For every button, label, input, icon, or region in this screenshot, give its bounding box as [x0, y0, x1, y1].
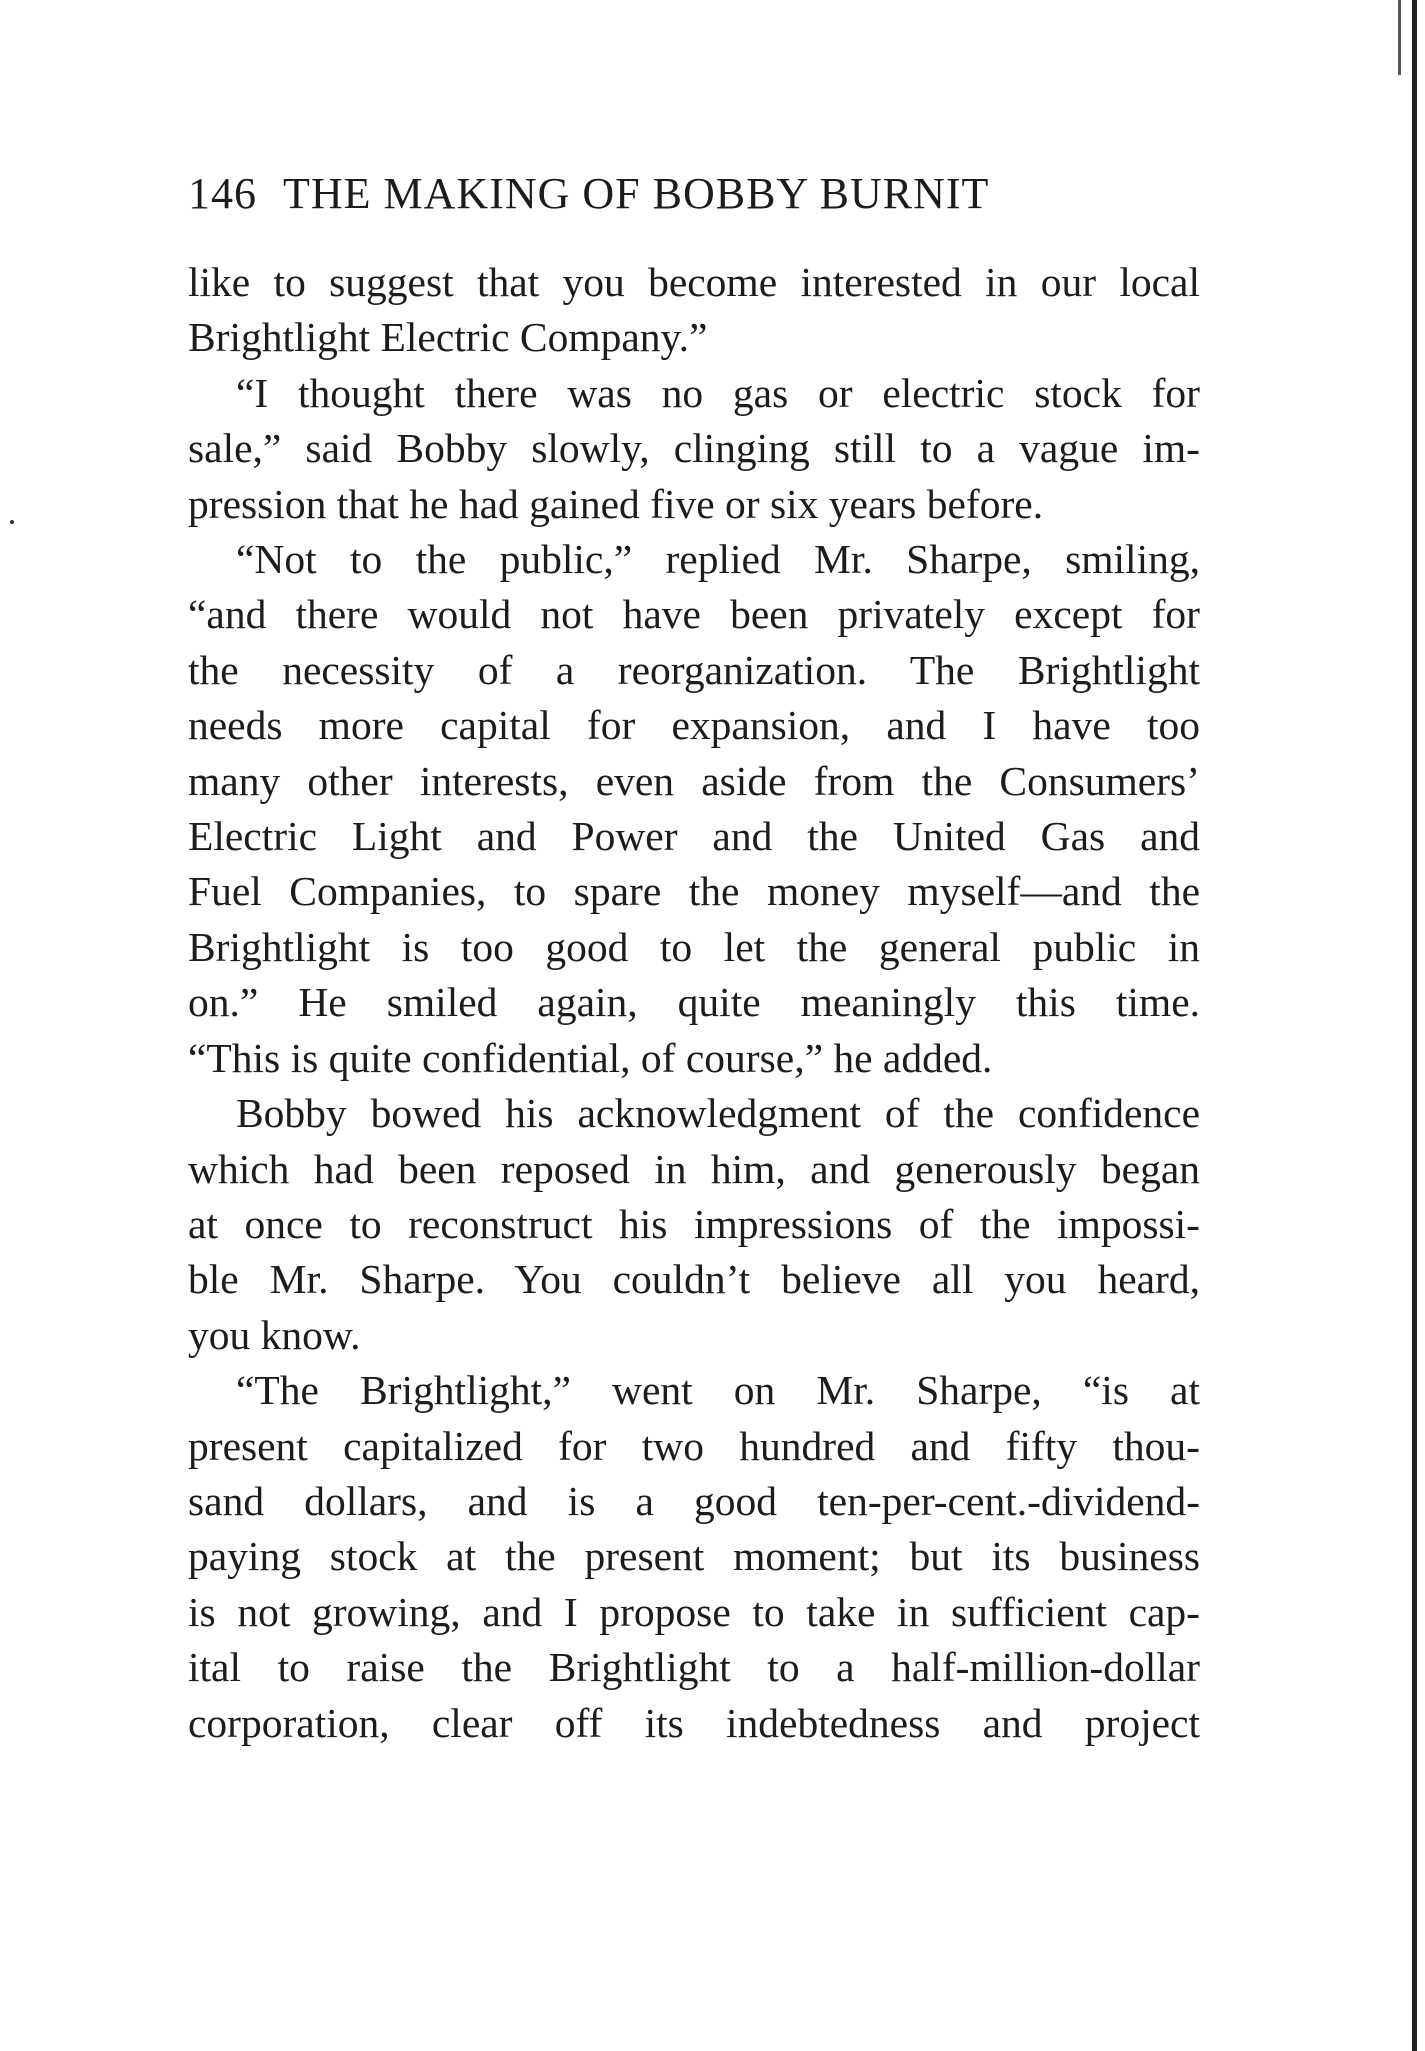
text-line: many other interests, even aside from the Consumers’	[188, 757, 1200, 804]
speck	[10, 520, 14, 524]
text-line: present capitalized for two hundred and fifty thou-	[188, 1422, 1200, 1469]
text-line: ble Mr. Sharpe. You couldn’t believe all you heard,	[188, 1256, 1200, 1303]
body-text	[188, 255, 1200, 1751]
text-line: like to suggest that you become interested in our local	[188, 259, 1200, 305]
running-header	[188, 168, 989, 219]
text-line: sale,” said Bobby slowly, clinging still to a vague im-	[188, 425, 1200, 472]
text-line: “and there would not have been privately except for	[188, 591, 1200, 638]
text-line: at once to reconstruct his impressions of the impossi-	[188, 1200, 1200, 1247]
text-line: you know.	[188, 1311, 361, 1358]
text-line: Fuel Companies, to spare the money myself—and the	[188, 868, 1200, 915]
text-line: Electric Light and Power and the United Gas and	[188, 813, 1200, 860]
text-line: sand dollars, and is a good ten-per-cent.-dividend-	[188, 1477, 1200, 1524]
text-line: “This is quite confidential, of course,” he added.	[188, 1034, 993, 1081]
page-number: 146	[188, 169, 257, 218]
text-line: on.” He smiled again, quite meaningly this time.	[188, 979, 1200, 1026]
text-line: Bobby bowed his acknowledgment of the confidence	[236, 1090, 1200, 1137]
text-line: corporation, clear off its indebtedness and project	[188, 1699, 1200, 1746]
text-line: “I thought there was no gas or electric stock for	[236, 369, 1200, 416]
text-line: “The Brightlight,” went on Mr. Sharpe, “is at	[236, 1367, 1200, 1414]
text-line: Brightlight is too good to let the general public in	[188, 923, 1200, 970]
text-line: the necessity of a reorganization. The Brightlight	[188, 646, 1200, 693]
text-line: which had been reposed in him, and generously began	[188, 1145, 1200, 1192]
text-line: ital to raise the Brightlight to a half-million-dollar	[188, 1644, 1200, 1691]
text-line: is not growing, and I propose to take in sufficient cap-	[188, 1588, 1200, 1635]
text-line: needs more capital for expansion, and I have too	[188, 702, 1200, 749]
running-title: THE MAKING OF BOBBY BURNIT	[283, 169, 990, 218]
text-line: pression that he had gained five or six years before.	[188, 480, 1044, 527]
text-line: paying stock at the present moment; but its business	[188, 1533, 1200, 1580]
page-edge-rule	[1412, 0, 1417, 2051]
text-line: “Not to the public,” replied Mr. Sharpe, smiling,	[236, 536, 1200, 583]
text-line: Brightlight Electric Company.”	[188, 314, 708, 361]
page-edge-mark	[1398, 0, 1401, 75]
